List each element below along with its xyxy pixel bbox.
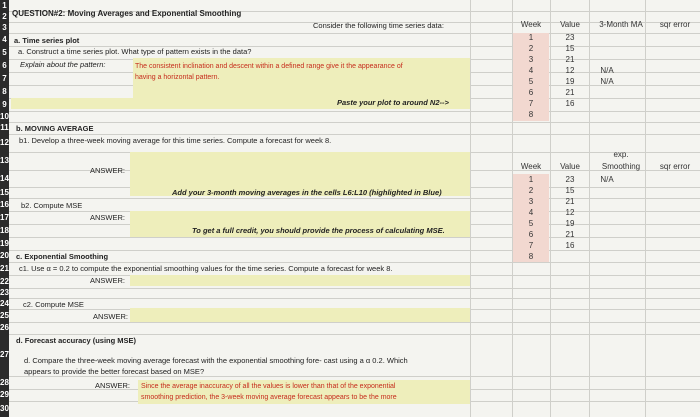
col-line	[470, 0, 471, 417]
answer-a-line1[interactable]: The consistent inclination and descent within a defined range give it the appearance of	[135, 63, 403, 70]
value-cell[interactable]: 16	[565, 99, 575, 108]
value-cell[interactable]: 21	[565, 197, 575, 206]
row-header[interactable]: 8	[0, 85, 9, 98]
row-header[interactable]: 30	[0, 401, 9, 417]
sheet-title: QUESTION#2: Moving Averages and Exponential Smoothing	[12, 9, 242, 18]
part-a-question: a. Construct a time series plot. What type of pattern exists in the data?	[18, 47, 252, 56]
t2-header-sqr-error: sqr error	[659, 162, 691, 171]
row-header[interactable]: 28	[0, 378, 9, 387]
row-header[interactable]: 11	[0, 123, 9, 132]
week-cell[interactable]: 2	[528, 44, 534, 53]
week-cell[interactable]: 5	[528, 77, 534, 86]
row-header[interactable]: 12	[0, 134, 9, 152]
value-cell[interactable]: 16	[565, 241, 575, 250]
c2-label: c2. Compute MSE	[23, 300, 84, 309]
answer-band-c2	[130, 308, 470, 322]
t2-header-smoothing: Smoothing	[601, 162, 641, 171]
answer-d-line1[interactable]: Since the average inaccuracy of all the values is lower than that of the exponential	[141, 383, 396, 390]
answer-label-b2: ANSWER:	[90, 213, 126, 222]
col-line	[589, 0, 590, 417]
value-cell[interactable]: 12	[565, 66, 575, 75]
value-cell[interactable]: 19	[565, 219, 575, 228]
row-header[interactable]: 10	[0, 112, 9, 121]
row-header[interactable]: 23	[0, 288, 9, 297]
row-header[interactable]: 5	[0, 46, 9, 59]
col-line	[645, 0, 646, 417]
forecast-cell[interactable]: N/A	[600, 77, 614, 86]
row-header[interactable]: 21	[0, 264, 9, 273]
t2-header-value: Value	[560, 162, 580, 171]
answer-a-line2[interactable]: having a horizontal pattern.	[135, 74, 220, 81]
value-cell[interactable]: 23	[565, 175, 575, 184]
row-header[interactable]: 9	[0, 98, 9, 111]
week-cell[interactable]: 4	[528, 208, 534, 217]
b2-label: b2. Compute MSE	[21, 201, 83, 210]
row-line	[9, 237, 700, 251]
consider-label: Consider the following time series data:	[313, 21, 444, 30]
t1-header-ma: 3-Month MA	[599, 20, 643, 29]
value-cell[interactable]: 19	[565, 77, 575, 86]
row-header[interactable]: 29	[0, 390, 9, 399]
value-cell[interactable]: 15	[565, 186, 575, 195]
forecast-cell[interactable]: N/A	[600, 175, 614, 184]
row-header[interactable]: 27	[0, 334, 9, 376]
week-cell[interactable]: 1	[528, 33, 534, 42]
row-header[interactable]: 7	[0, 72, 9, 85]
t2-header-week: Week	[520, 162, 542, 171]
week-cell[interactable]: 3	[528, 197, 534, 206]
week-cell[interactable]: 8	[528, 110, 534, 119]
value-cell[interactable]: 12	[565, 208, 575, 217]
value-cell[interactable]: 21	[565, 230, 575, 239]
answer-label-c1: ANSWER:	[90, 276, 126, 285]
t1-header-week: Week	[520, 20, 542, 29]
week-cell[interactable]: 6	[528, 88, 534, 97]
value-cell[interactable]: 21	[565, 55, 575, 64]
paste-plot-label: Paste your plot to around N2-->	[337, 98, 449, 107]
col-line	[550, 0, 551, 417]
row-line	[9, 122, 700, 135]
week-cell[interactable]: 8	[528, 252, 534, 261]
part-c-heading: c. Exponential Smoothing	[16, 252, 109, 261]
answer-label-b1: ANSWER:	[90, 166, 126, 175]
row-header[interactable]: 16	[0, 200, 9, 209]
row-line	[9, 322, 700, 335]
t1-header-sqr-error: sqr error	[659, 20, 691, 29]
week-cell[interactable]: 3	[528, 55, 534, 64]
row-header[interactable]: 6	[0, 59, 9, 72]
part-d-question-line2: appears to provide the better forecast based on MSE?	[24, 367, 205, 376]
row-line	[9, 288, 700, 299]
week-cell[interactable]: 5	[528, 219, 534, 228]
week-cell[interactable]: 1	[528, 175, 534, 184]
row-header[interactable]: 14	[0, 170, 9, 187]
row-header[interactable]: 13	[0, 152, 9, 170]
answer-label-d: ANSWER:	[95, 381, 131, 390]
value-cell[interactable]: 23	[565, 33, 575, 42]
row-line	[9, 111, 700, 123]
t1-header-value: Value	[560, 20, 580, 29]
t2-header-exp: exp.	[613, 150, 629, 159]
answer-label-c2: ANSWER:	[93, 312, 129, 321]
row-header[interactable]: 22	[0, 277, 9, 286]
answer-band-c1	[130, 275, 470, 286]
row-header[interactable]: 26	[0, 323, 9, 332]
row-header[interactable]: 19	[0, 239, 9, 248]
part-a-heading: a. Time series plot	[14, 36, 80, 45]
row-header[interactable]: 15	[0, 188, 9, 197]
part-d-heading: d. Forecast accuracy (using MSE)	[16, 336, 137, 345]
week-cell[interactable]: 6	[528, 230, 534, 239]
week-cell[interactable]: 7	[528, 241, 534, 250]
row-header[interactable]: 24	[0, 299, 9, 308]
part-d-question-line1: d. Compare the three-week moving average forecast with the exponential smoothing fore- cast using a α 0.2. Which	[24, 356, 408, 365]
row-header[interactable]: 3	[0, 22, 9, 33]
part-b-heading: b. MOVING AVERAGE	[16, 124, 94, 133]
value-cell[interactable]: 21	[565, 88, 575, 97]
forecast-cell[interactable]: N/A	[600, 66, 614, 75]
ma-instruction: Add your 3-month moving averages in the cells L6:L10 (highlighted in Blue)	[172, 188, 442, 197]
week-cell[interactable]: 2	[528, 186, 534, 195]
row-header[interactable]: 18	[0, 226, 9, 235]
row-line	[9, 33, 700, 47]
week-cell[interactable]: 4	[528, 66, 534, 75]
value-cell[interactable]: 15	[565, 44, 575, 53]
part-b1-question: b1. Develop a three-week moving average for this time series. Compute a forecast for week 8.	[19, 136, 332, 145]
row-header[interactable]: 1	[0, 0, 9, 11]
answer-d-line2[interactable]: smoothing prediction, the 3-week moving average forecast appears to be the more	[141, 394, 397, 401]
row-line	[9, 250, 700, 263]
part-c1-question: c1. Use α = 0.2 to compute the exponential smoothing values for the time series. Compute a forecast for week 8.	[19, 264, 393, 273]
row-header[interactable]: 25	[0, 311, 9, 320]
row-header[interactable]: 4	[0, 33, 9, 46]
week-cell[interactable]: 7	[528, 99, 534, 108]
row-line	[9, 198, 700, 212]
explain-label: Explain about the pattern:	[20, 60, 106, 69]
row-header[interactable]: 20	[0, 251, 9, 260]
row-header[interactable]: 2	[0, 11, 9, 22]
row-header[interactable]: 17	[0, 213, 9, 222]
full-credit-note: To get a full credit, you should provide the process of calculating MSE.	[192, 226, 445, 235]
